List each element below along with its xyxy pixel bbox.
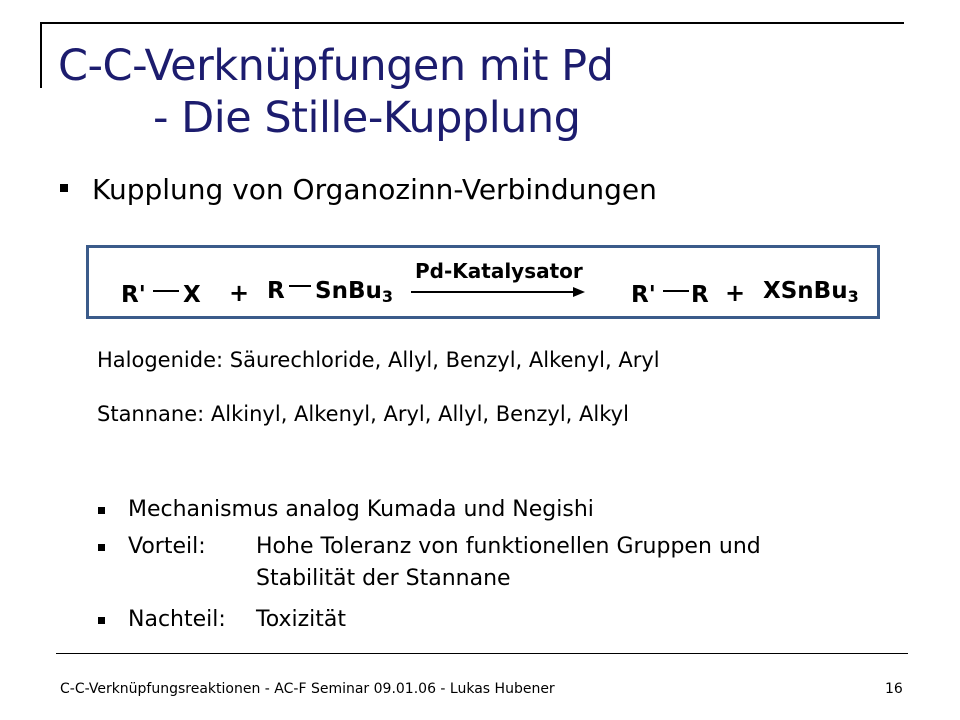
- main-bullet-text: Kupplung von Organozinn-Verbindungen: [92, 173, 657, 206]
- advantage-line-2: Stabilität der Stannane: [256, 566, 511, 591]
- square-bullet-icon: [98, 507, 105, 514]
- product2-xsnbu3: [763, 278, 859, 310]
- bond-line: [663, 290, 689, 292]
- halogenide-value: Säurechloride, Allyl, Benzyl, Alkenyl, Aryl: [229, 348, 660, 372]
- advantage-label: Vorteil:: [128, 534, 206, 559]
- advantage-line-1: Hohe Toleranz von funktionellen Gruppen und: [256, 534, 761, 559]
- reactant1-r-prime: R': [121, 282, 146, 308]
- square-bullet-icon: [98, 544, 105, 551]
- reactant1-x: X: [183, 282, 201, 308]
- disadvantage-label: Nachteil:: [128, 607, 226, 632]
- footer-divider: [56, 653, 908, 654]
- slide-title: [58, 40, 918, 144]
- title-line-2: - Die Stille-Kupplung: [153, 93, 581, 143]
- title-line-1: C-C-Verknüpfungen mit Pd: [58, 41, 614, 91]
- product1-r-prime: R': [631, 282, 656, 308]
- square-bullet-icon: [60, 184, 68, 192]
- reaction-arrow-icon: [411, 291, 581, 293]
- reactant2-snbu: SnBu: [315, 278, 382, 304]
- stannane-value: Alkinyl, Alkenyl, Aryl, Allyl, Benzyl, Alkyl: [210, 402, 629, 426]
- plus-sign-1: +: [229, 279, 250, 307]
- stannane-label: Stannane:: [97, 402, 205, 426]
- product1-r: R: [691, 282, 709, 308]
- bond-line: [153, 290, 179, 292]
- square-bullet-icon: [98, 617, 105, 624]
- mechanism-text: Mechanismus analog Kumada und Negishi: [128, 497, 594, 522]
- footer-text: C-C-Verknüpfungsreaktionen - AC-F Seminar 09.01.06 - Lukas Hubener: [60, 681, 555, 697]
- catalyst-label: Pd-Katalysator: [415, 259, 583, 283]
- product2-xsnbu: XSnBu: [763, 278, 848, 304]
- reactant2-subscript: 3: [381, 287, 393, 306]
- plus-sign-2: +: [725, 279, 746, 307]
- reaction-scheme: [86, 245, 880, 319]
- bond-line: [289, 285, 311, 287]
- reactant2-snbu3: [315, 278, 393, 310]
- stannane-note: [97, 401, 629, 427]
- main-bullet: [60, 172, 657, 208]
- reactant2-r: R: [267, 278, 285, 304]
- frame-left-line: [40, 22, 42, 88]
- product2-subscript: 3: [847, 287, 859, 306]
- page-number: 16: [885, 681, 903, 697]
- frame-top-line: [40, 22, 904, 24]
- halogenide-note: [97, 347, 660, 373]
- halogenide-label: Halogenide:: [97, 348, 224, 372]
- disadvantage-value: Toxizität: [256, 607, 347, 632]
